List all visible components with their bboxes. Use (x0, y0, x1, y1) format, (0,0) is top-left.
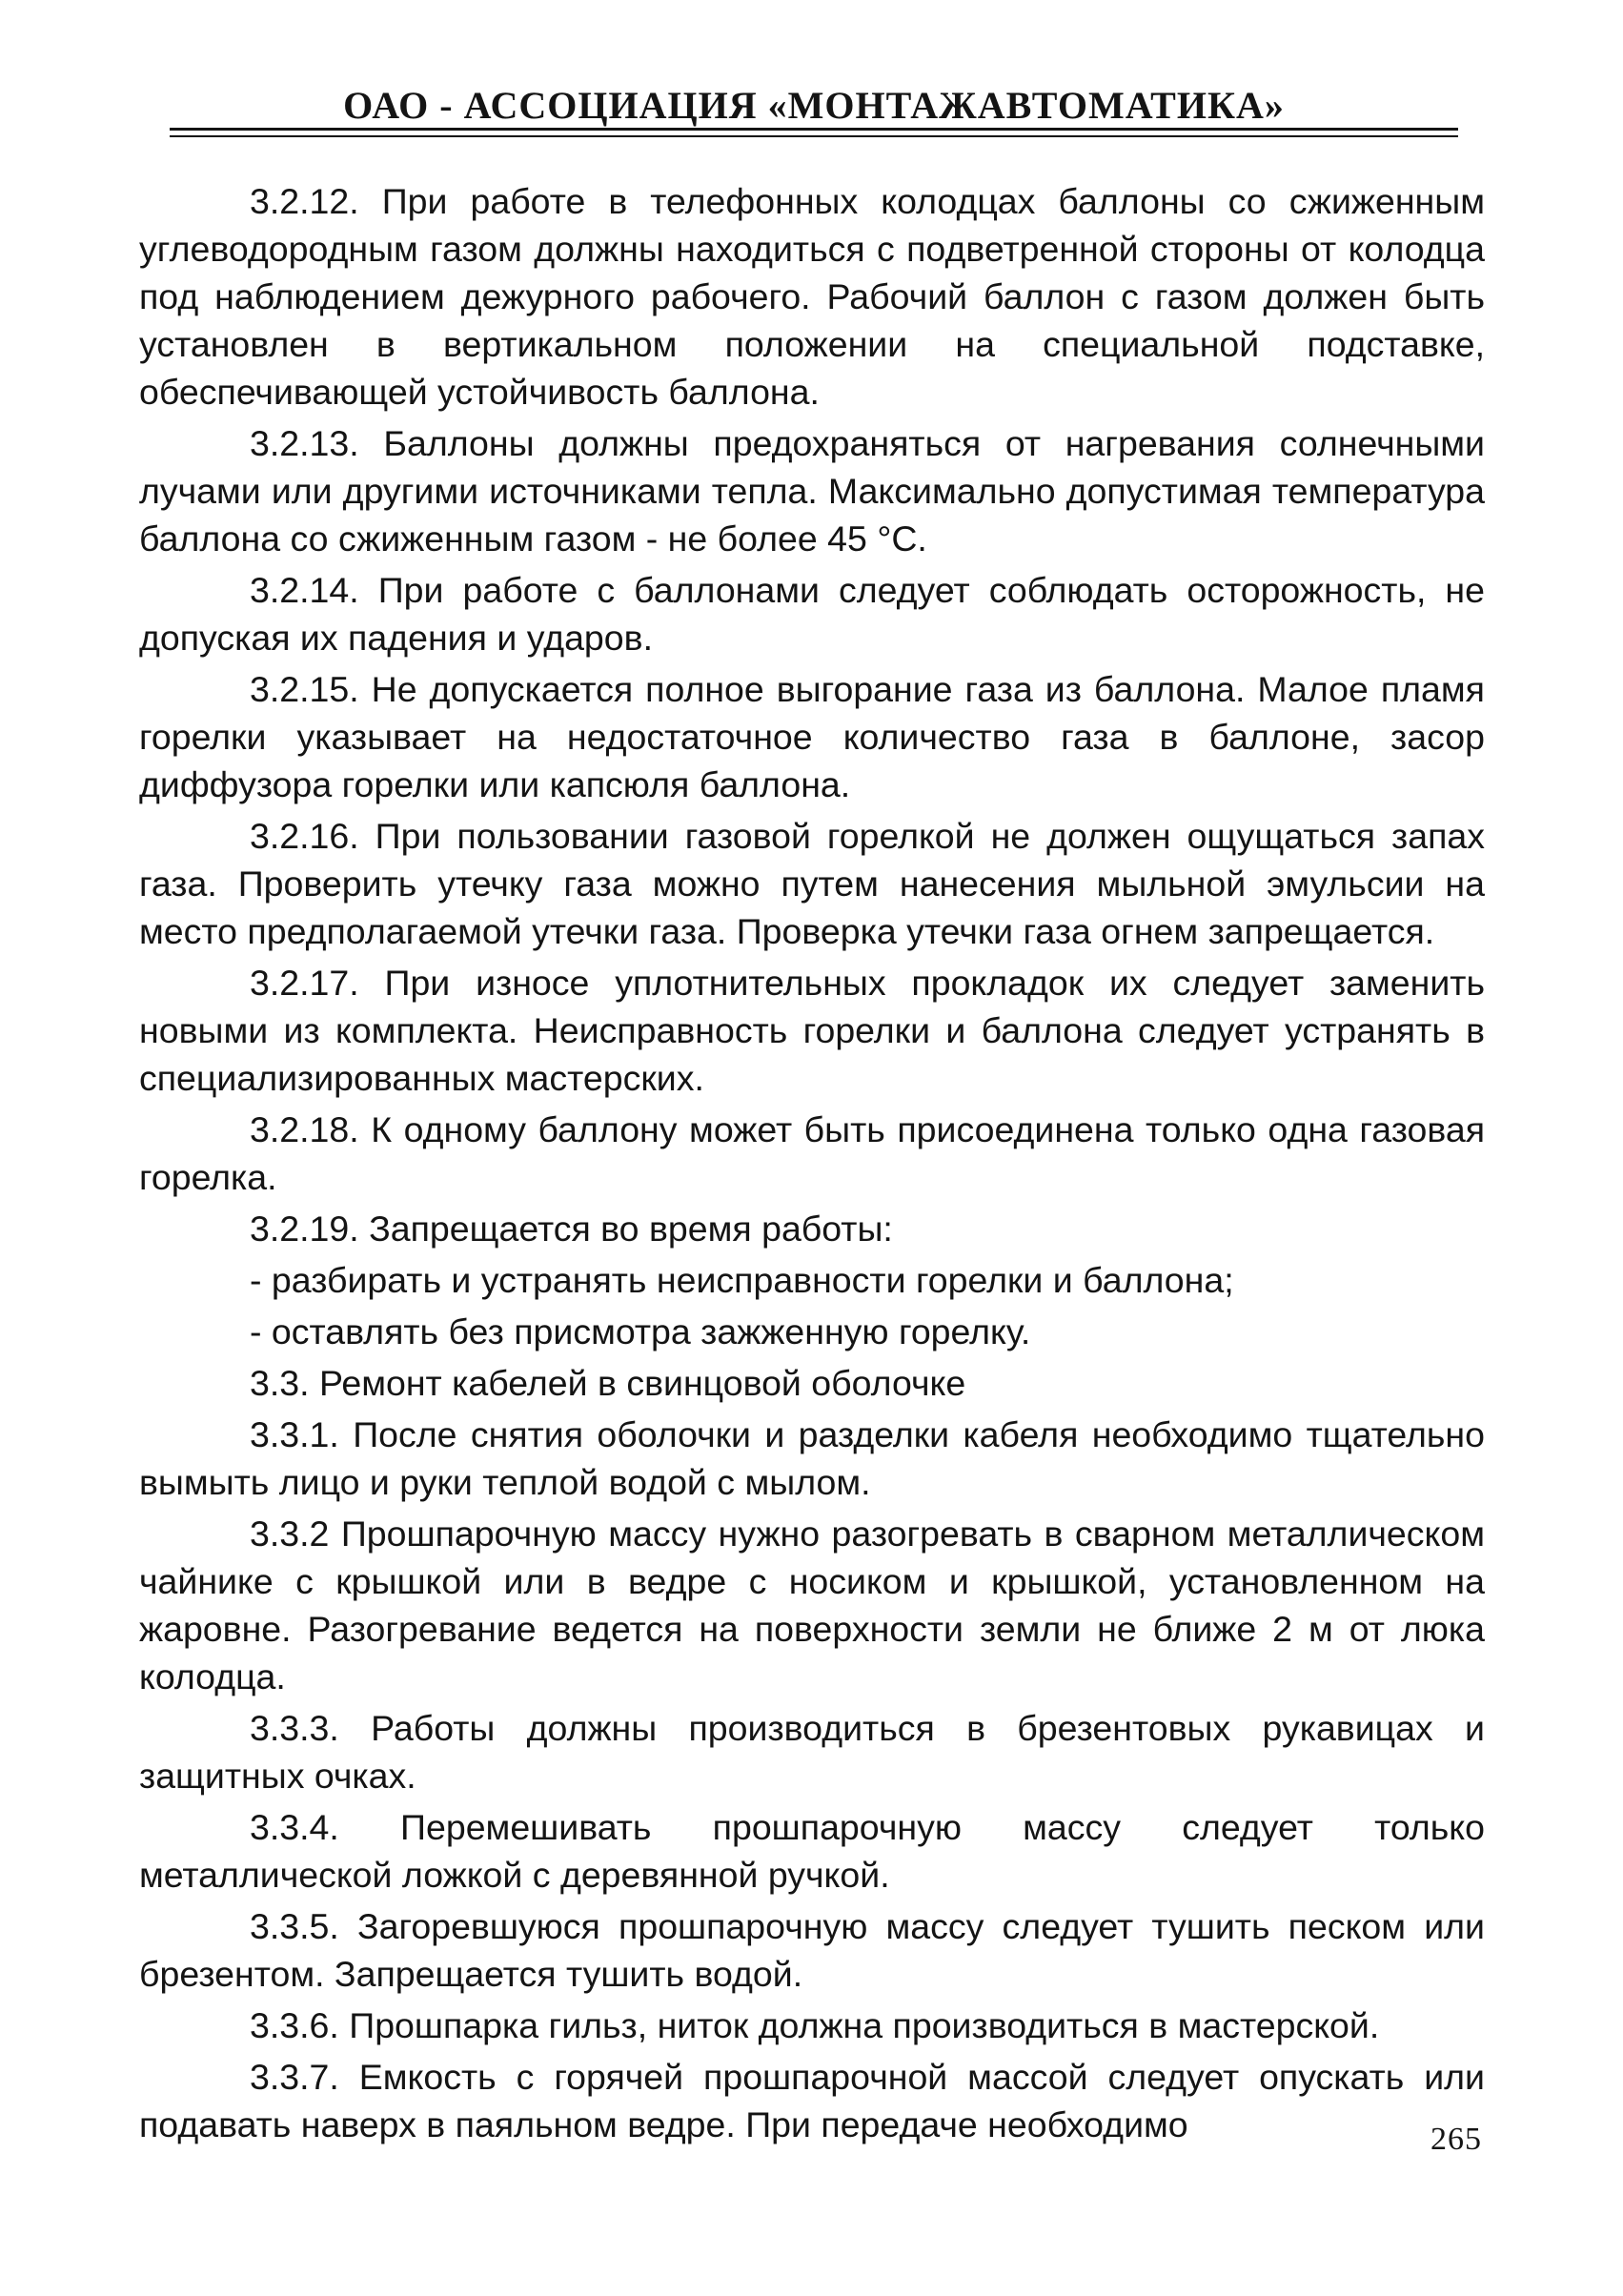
running-header: ОАО - АССОЦИАЦИЯ «МОНТАЖАВТОМАТИКА» (343, 84, 1285, 127)
section-heading: 3.3. Ремонт кабелей в свинцовой оболочке (250, 1363, 966, 1403)
paragraph: 3.2.16. При пользовании газовой горелкой не должен ощущаться запах газа. Проверить утечку газа можно путем нанесения мыльной эмульсии на место предполагаемой утечки газа. Проверка утечки газа огнем запрещается. (139, 816, 1485, 951)
page-number: 265 (1430, 2122, 1482, 2157)
paragraph: 3.2.18. К одному баллону может быть присоединена только одна газовая горелка. (139, 1109, 1485, 1197)
paragraph: 3.2.14. При работе с баллонами следует соблюдать осторожность, не допуская их падения и ударов. (139, 570, 1485, 658)
paragraph: 3.3.7. Емкость с горячей прошпарочной массой следует опускать или подавать наверх в паяльном ведре. При передаче необходимо (139, 2057, 1485, 2144)
paragraph: 3.2.12. При работе в телефонных колодцах баллоны со сжиженным углеводородным газом должны находиться с подветренной стороны от колодца под наблюдением дежурного рабочего. Рабочий баллон с газом должен быть установлен в вертикальном положении на специальной подставке, обеспечивающей устойчивость баллона. (139, 181, 1485, 412)
list-item: - разбирать и устранять неисправности горелки и баллона; (250, 1260, 1234, 1300)
list-item: - оставлять без присмотра зажженную горелку. (250, 1311, 1031, 1351)
paragraph: 3.2.13. Баллоны должны предохраняться от нагревания солнечными лучами или другими источниками тепла. Максимально допустимая температура баллона со сжиженным газом - не более 45 °С. (139, 423, 1485, 559)
header-rule (170, 128, 1458, 131)
paragraph: 3.2.15. Не допускается полное выгорание газа из баллона. Малое пламя горелки указывает на недостаточное количество газа в баллоне, засор диффузора горелки или капсюля баллона. (139, 669, 1485, 804)
header-rule-secondary (170, 135, 1458, 137)
paragraph: 3.3.3. Работы должны производиться в брезентовых рукавицах и защитных очках. (139, 1708, 1485, 1796)
paragraph: 3.3.6. Прошпарка гильз, ниток должна производиться в мастерской. (250, 2005, 1380, 2045)
paragraph: 3.3.4. Перемешивать прошпарочную массу следует только металлической ложкой с деревянной ручкой. (139, 1807, 1485, 1895)
paragraph: 3.3.1. После снятия оболочки и разделки кабеля необходимо тщательно вымыть лицо и руки теплой водой с мылом. (139, 1414, 1485, 1502)
paragraph: 3.3.2 Прошпарочную массу нужно разогревать в сварном металлическом чайнике с крышкой или в ведре с носиком и крышкой, установленном на жаровне. Разогревание ведется на поверхности земли не ближе 2 м от люка колодца. (139, 1514, 1485, 1697)
paragraph: 3.2.17. При износе уплотнительных прокладок их следует заменить новыми из комплекта. Неисправность горелки и баллона следует устранять в специализированных мастерских. (139, 963, 1485, 1098)
body-text (139, 177, 1485, 2148)
paragraph: 3.2.19. Запрещается во время работы: (250, 1209, 893, 1249)
paragraph: 3.3.5. Загоревшуюся прошпарочную массу следует тушить песком или брезентом. Запрещается тушить водой. (139, 1906, 1485, 1994)
